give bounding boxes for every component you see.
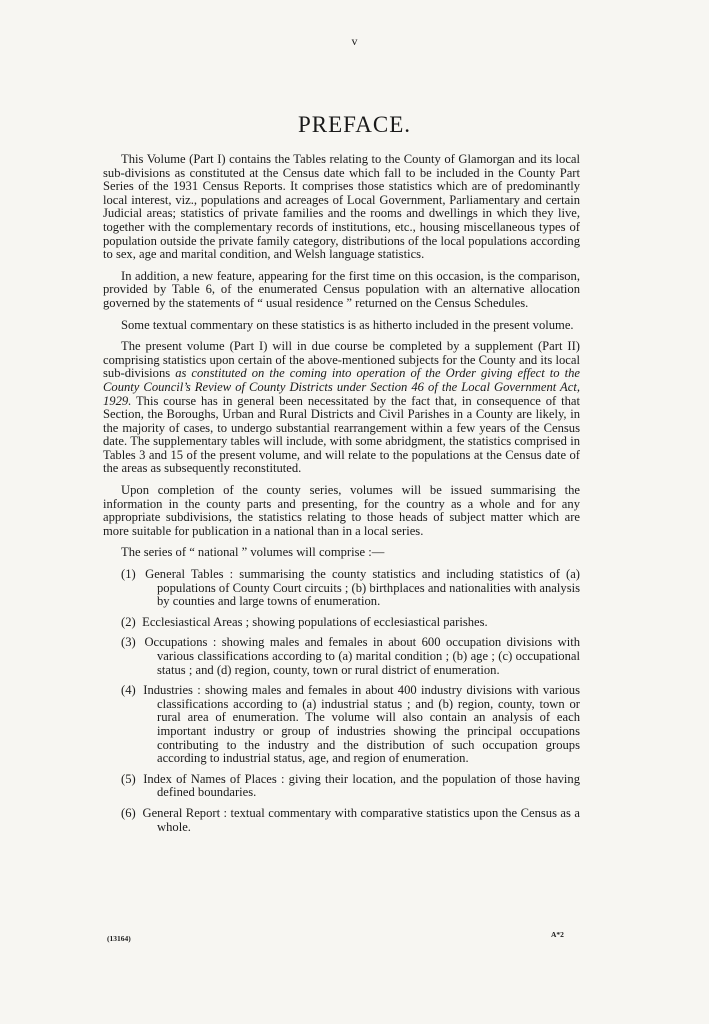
list-item-text: Ecclesiastical Areas ; showing populations of ecclesiastical parishes. [139,614,488,629]
paragraph-text: Some textual commentary on these statistics is as hitherto included in the present volume. [121,317,574,332]
paragraph-text: Upon completion of the county series, volumes will be issued summarising the information in the county parts and presenting, for the country as a whole and for any appropriate subdivisions, the statistics relating to those heads of subject matter which are more suitable for publication in a national than in a local series. [103,483,580,538]
list-item [121,616,580,630]
page-number: v [351,34,358,48]
list-item-text: General Report : textual commentary with comparative statistics upon the Census as a whole. [139,805,580,834]
paragraphs [103,153,580,560]
list-item [121,636,580,677]
list-item-number: (4) [121,683,136,698]
list-item-text: General Tables : summarising the county statistics and including statistics of (a) populations of County Court circuits ; (b) birthplaces and nationalities with analysis by counties and large towns of enumeration. [139,567,580,609]
paragraph [103,484,580,538]
paragraph-text: The present volume (Part I) will in due course be completed by a supplement (Part II) comprising statistics upon certain of the above-mentioned subjects for the County and its local sub-divisions [103,339,580,381]
list-item [121,568,580,609]
list-item [121,684,580,766]
preface-body [103,153,580,841]
page-title: PREFACE. [297,112,412,137]
list-item-number: (1) [121,567,136,582]
list-item-text: Industries : showing males and females in about 400 industry divisions with various classifications according to (a) industrial status ; and (b) region, county, town or rural area of enumeration. The volume will also contain an analysis of each important industry or group of industries showing the principal occupations contributing to the industry and the distribution of such occupation groups according to industrial status, age, and region of enumeration. [139,683,580,766]
paragraph [103,270,580,311]
list-item [121,807,580,834]
paragraph [103,319,580,333]
paragraph [103,546,580,560]
footer-code: (13164) [107,934,131,943]
list-item-number: (2) [121,614,136,629]
paragraph-text: This course has in general been necessitated by the fact that, in consequence of that Section, the Boroughs, Urban and Rural Districts and Civil Parishes in a County are likely, in the majority of cases, to undergo substantial rearrangement within a few years of the Census date. The supplementary tables will include, with some abridgment, the statistics comprised in Tables 3 and 15 of the present volume, and will relate to the populations at the Census date of the areas as subsequently reconstituted. [103,393,580,476]
paragraph [103,153,580,262]
paragraph-text: In addition, a new feature, appearing for the first time on this occasion, is the comparison, provided by Table 6, of the enumerated Census population with an alternative allocation governed by the statements of “ usual residence ” returned on the Census Schedules. [103,268,580,310]
paragraph-text: This Volume (Part I) contains the Tables relating to the County of Glamorgan and its local sub-divisions as constituted at the Census date which fall to be included in the County Part Series of the 1931 Census Reports. It comprises those statistics which are of predominantly local interest, viz., populations and acreages of Local Government, Parliamentary and certain Judicial areas; statistics of private families and the rooms and dwellings in which they live, together with the complementary records of institutions, etc., housing miscellaneous types of population outside the private family category, distributions of the local populations according to sex, age and marital condition, and Welsh language statistics. [103,152,580,262]
list-item-number: (6) [121,805,136,820]
list-item-number: (5) [121,771,136,786]
footer-signature: A*2 [551,930,564,939]
list-item-number: (3) [121,635,136,650]
paragraph-text: as constituted on the coming into operation of the Order giving effect to the County Council’s Review of County Districts under Section 46 of the Local Government Act, 1929. [103,366,580,408]
list-item [121,773,580,800]
paragraph-text: The series of “ national ” volumes will comprise :— [121,545,385,560]
list-item-text: Occupations : showing males and females in about 600 occupation divisions with various classifications according to (a) marital condition ; (b) age ; (c) occupational status ; and (d) region, county, town or rural district of enumeration. [139,635,580,677]
paragraph [103,340,580,476]
list-item-text: Index of Names of Places : giving their location, and the population of those having defined boundaries. [139,771,580,800]
volume-list [103,568,580,834]
